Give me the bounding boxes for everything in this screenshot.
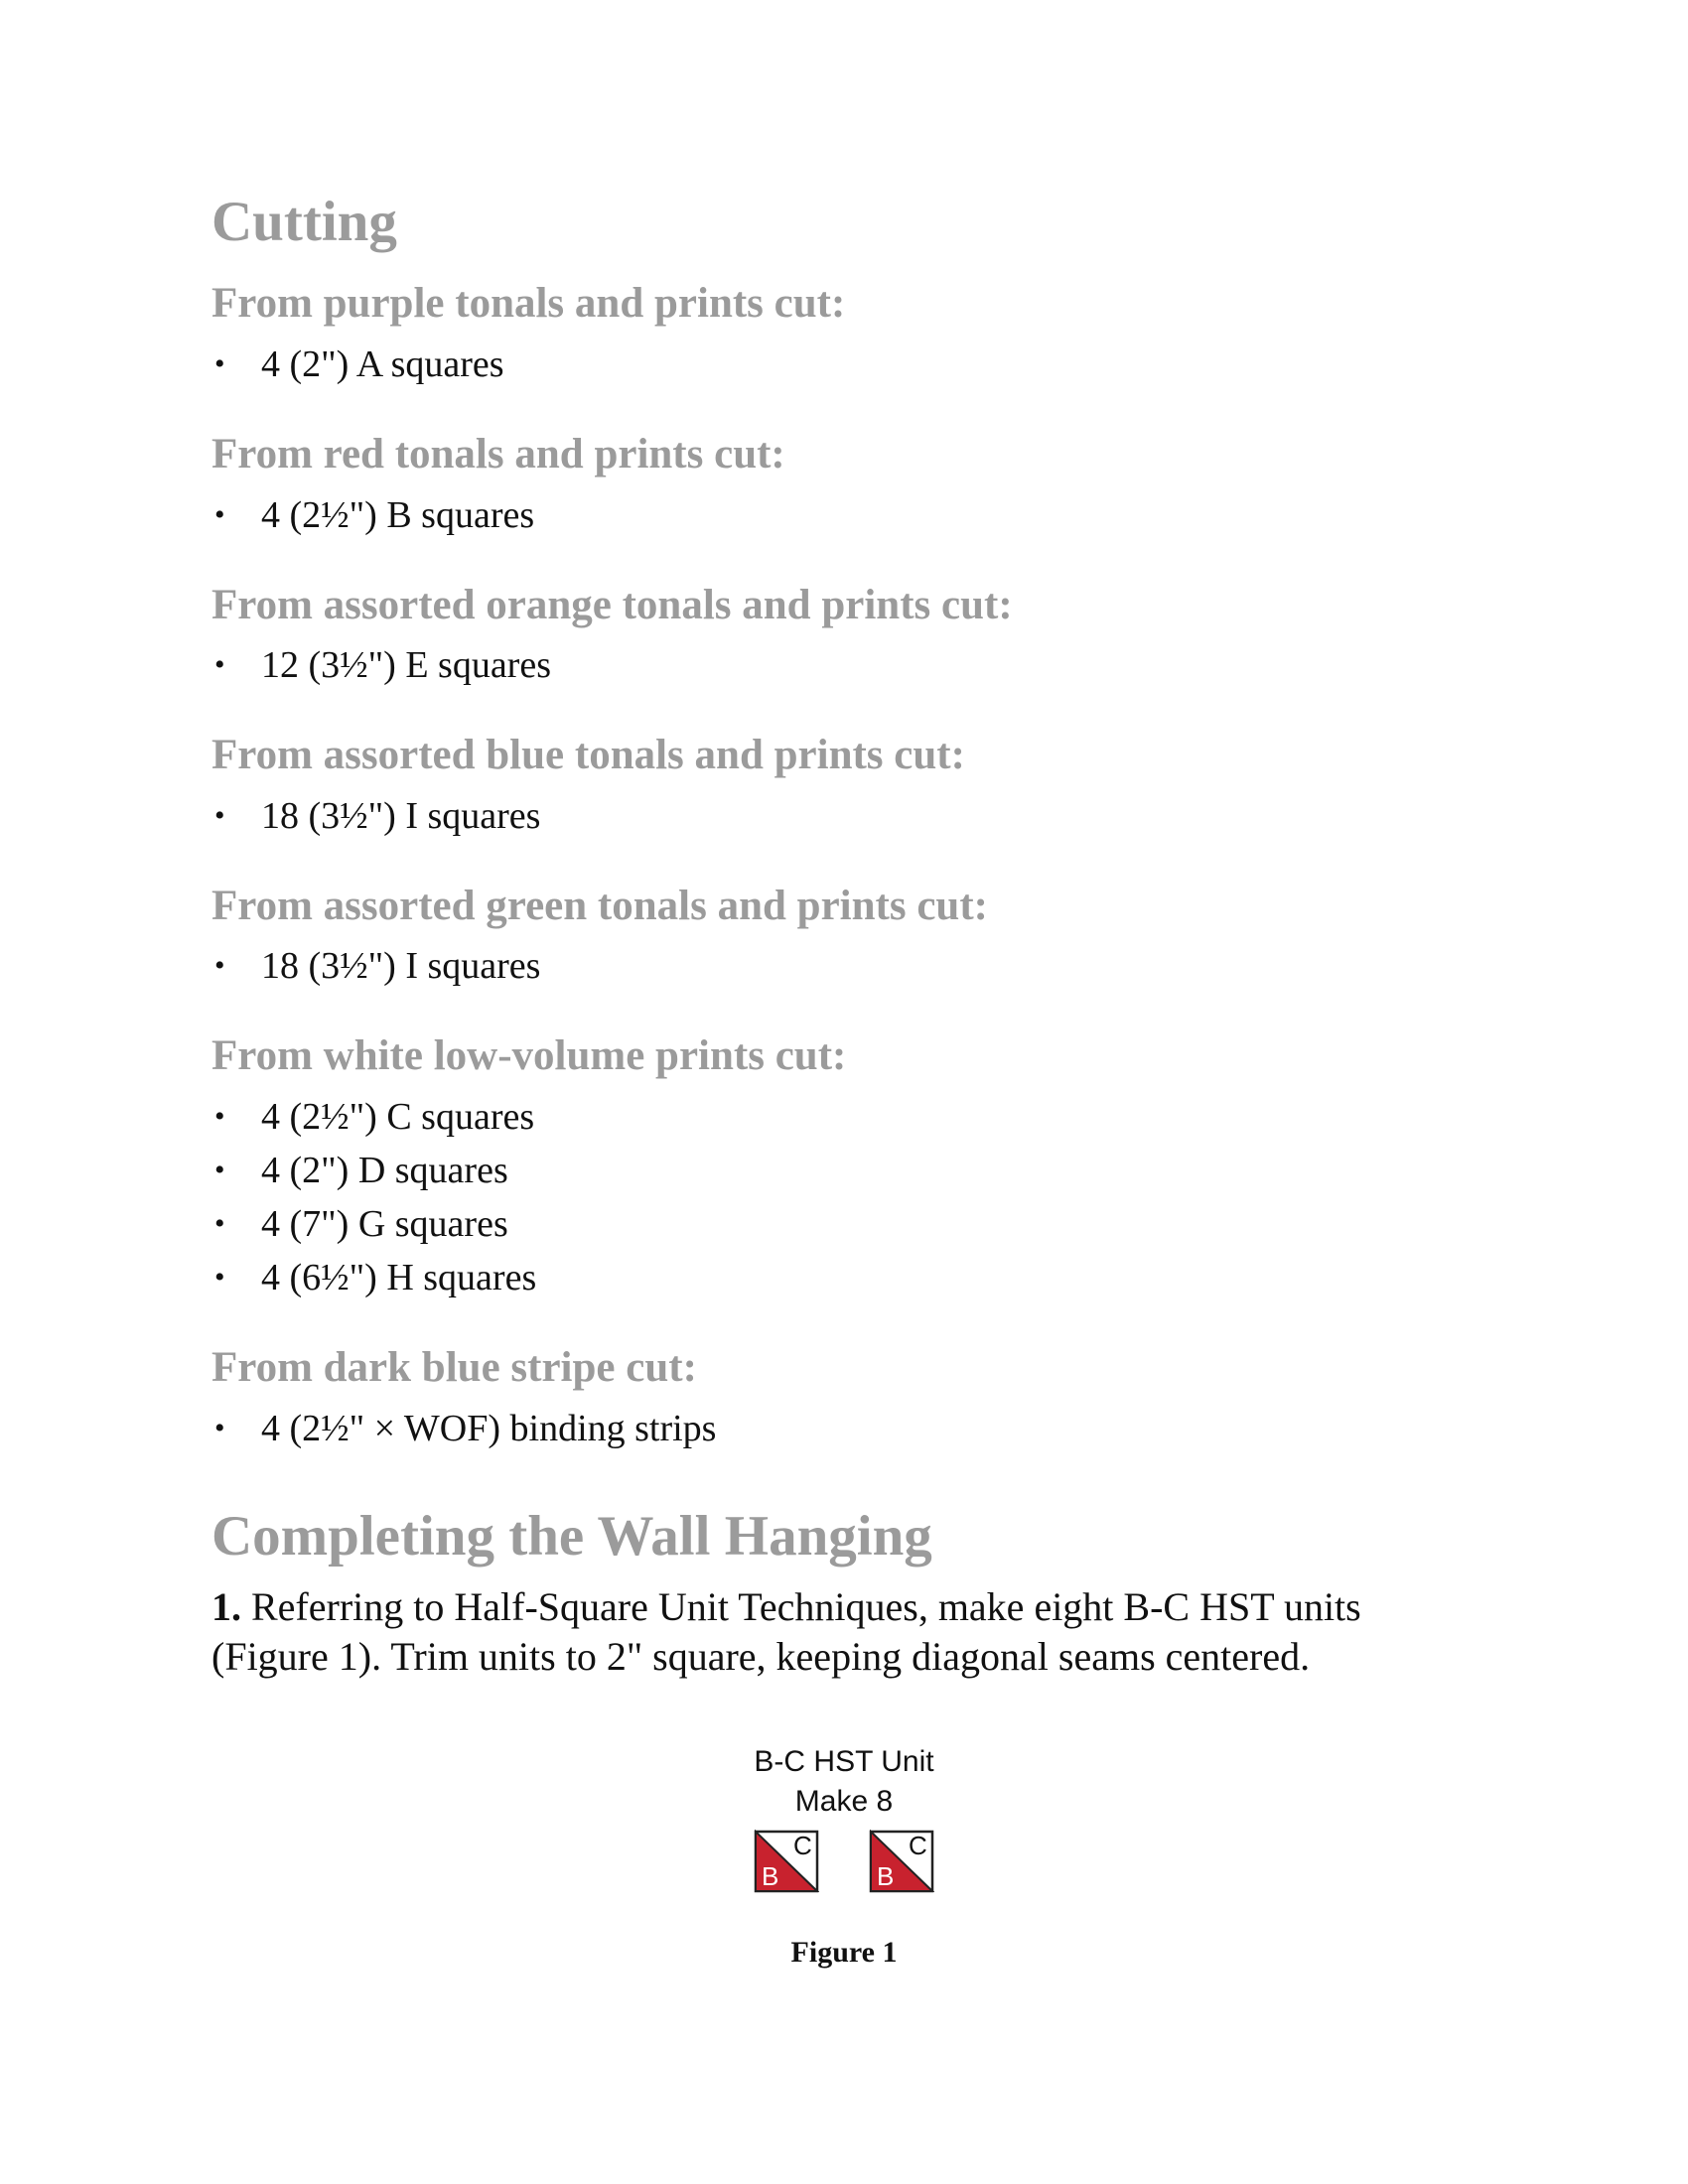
step-1-paragraph bbox=[211, 1582, 1482, 1682]
list-item: • 4 (2") A squares bbox=[211, 338, 1482, 391]
list-item: • 4 (7") G squares bbox=[211, 1197, 1482, 1251]
figure-caption: Figure 1 bbox=[790, 1936, 898, 1969]
unit-letter-c: C bbox=[793, 1831, 812, 1860]
figure-label-title: B-C HST Unit bbox=[754, 1745, 934, 1778]
cutting-section-blue bbox=[211, 730, 1482, 843]
list-item: • 4 (2½") B squares bbox=[211, 488, 1482, 542]
cutting-section-orange bbox=[211, 580, 1482, 693]
bullet-icon: • bbox=[214, 949, 225, 983]
bullet-icon: • bbox=[214, 1411, 225, 1444]
figure-1 bbox=[695, 1742, 993, 1893]
unit-letter-b: B bbox=[877, 1861, 895, 1891]
hst-unit-diagram bbox=[754, 1830, 819, 1893]
cut-list bbox=[211, 338, 1482, 391]
document-page bbox=[211, 189, 1482, 1682]
cutting-section-red bbox=[211, 429, 1482, 542]
list-item: • 18 (3½") I squares bbox=[211, 939, 1482, 993]
cutting-section-dark-blue bbox=[211, 1342, 1482, 1455]
bullet-icon: • bbox=[214, 648, 225, 682]
cut-list bbox=[211, 789, 1482, 843]
cut-list bbox=[211, 638, 1482, 692]
bullet-icon: • bbox=[214, 1153, 225, 1186]
section-heading: From white low-volume prints cut: bbox=[211, 1032, 847, 1080]
completing-title: Completing the Wall Hanging bbox=[211, 1504, 932, 1568]
section-heading: From red tonals and prints cut: bbox=[211, 430, 785, 478]
list-item: • 12 (3½") E squares bbox=[211, 638, 1482, 692]
cutting-section-purple bbox=[211, 278, 1482, 391]
cut-list bbox=[211, 1090, 1482, 1304]
list-item: • 18 (3½") I squares bbox=[211, 789, 1482, 843]
cutting-section-green bbox=[211, 881, 1482, 994]
cutting-title: Cutting bbox=[211, 191, 397, 253]
cut-list bbox=[211, 1402, 1482, 1455]
list-item: • 4 (2") D squares bbox=[211, 1144, 1482, 1197]
list-item: • 4 (6½") H squares bbox=[211, 1251, 1482, 1304]
figure-label-count: Make 8 bbox=[794, 1785, 894, 1818]
bullet-icon: • bbox=[214, 346, 225, 380]
list-item: • 4 (2½") C squares bbox=[211, 1090, 1482, 1144]
section-heading: From assorted blue tonals and prints cut: bbox=[211, 732, 965, 779]
section-heading: From purple tonals and prints cut: bbox=[211, 280, 846, 328]
section-heading: From dark blue stripe cut: bbox=[211, 1343, 697, 1391]
unit-letter-b: B bbox=[762, 1861, 779, 1891]
list-item: • 4 (2½" × WOF) binding strips bbox=[211, 1402, 1482, 1455]
bullet-icon: • bbox=[214, 1099, 225, 1133]
step-text: Referring to Half-Square Unit Techniques, make eight B-C HST units (Figure 1). Trim units to 2" square, keeping diagonal seams centered. bbox=[211, 1583, 1361, 1679]
bullet-icon: • bbox=[214, 497, 225, 531]
hst-unit-diagram bbox=[869, 1830, 934, 1893]
section-heading: From assorted orange tonals and prints cut: bbox=[211, 581, 1013, 628]
section-heading: From assorted green tonals and prints cut: bbox=[211, 882, 988, 929]
cutting-section-white bbox=[211, 1030, 1482, 1304]
bullet-icon: • bbox=[214, 1260, 225, 1294]
cut-list bbox=[211, 939, 1482, 993]
cut-list bbox=[211, 488, 1482, 542]
step-number: 1. bbox=[211, 1583, 241, 1629]
hst-units bbox=[695, 1830, 993, 1893]
bullet-icon: • bbox=[214, 798, 225, 832]
bullet-icon: • bbox=[214, 1206, 225, 1240]
cutting-sections bbox=[211, 278, 1482, 1454]
unit-letter-c: C bbox=[909, 1831, 927, 1860]
